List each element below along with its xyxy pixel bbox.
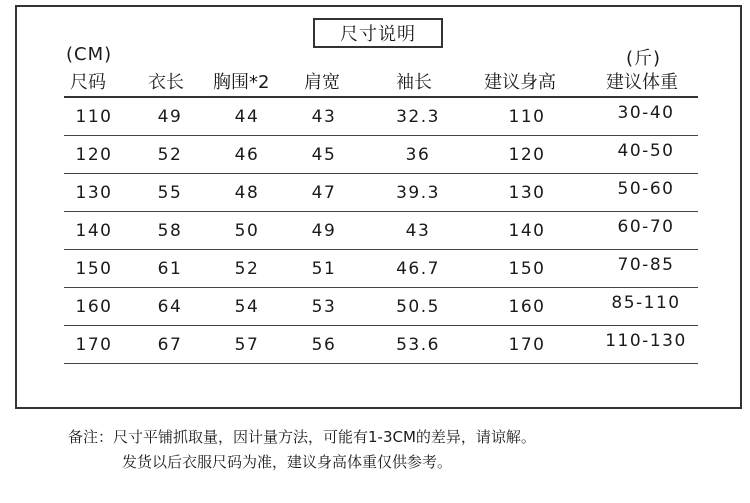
cell-weight: 40-50 (617, 141, 675, 161)
cell-size: 130 (75, 183, 113, 203)
cell-length: 55 (157, 183, 183, 203)
note-line-1: 备注：尺寸平铺抓取量，因计量方法，可能有1-3CM的差异，请谅解。 (68, 428, 536, 446)
cell-size: 120 (75, 145, 113, 165)
cell-weight: 30-40 (617, 103, 675, 123)
cell-sleeve: 39.3 (396, 183, 440, 203)
cell-height: 110 (508, 107, 546, 127)
cell-height: 170 (508, 335, 546, 355)
cell-shoulder: 51 (311, 259, 337, 279)
note-line-2: 发货以后衣服尺码为准，建议身高体重仅供参考。 (122, 453, 453, 471)
cell-height: 150 (508, 259, 546, 279)
cell-length: 61 (157, 259, 183, 279)
cell-length: 67 (157, 335, 183, 355)
header-length: 衣长 (148, 72, 184, 93)
header-height: 建议身高 (484, 72, 556, 93)
cell-height: 140 (508, 221, 546, 241)
row-divider (64, 363, 698, 364)
cell-chest: 57 (234, 335, 260, 355)
header-shoulder: 肩宽 (304, 72, 340, 93)
cell-chest: 52 (234, 259, 260, 279)
table-row (64, 174, 698, 212)
cell-size: 160 (75, 297, 113, 317)
header-chest: 胸围*2 (213, 72, 270, 93)
cell-sleeve: 46.7 (396, 259, 440, 279)
header-sleeve: 袖长 (396, 72, 432, 93)
chart-title: 尺寸说明 (313, 18, 443, 48)
table-row (64, 136, 698, 174)
cell-length: 52 (157, 145, 183, 165)
cell-chest: 48 (234, 183, 260, 203)
cell-size: 170 (75, 335, 113, 355)
cell-chest: 44 (234, 107, 260, 127)
cell-shoulder: 53 (311, 297, 337, 317)
table-row (64, 288, 698, 326)
cell-sleeve: 43 (405, 221, 431, 241)
cell-weight: 110-130 (605, 331, 687, 351)
cell-length: 64 (157, 297, 183, 317)
cell-height: 120 (508, 145, 546, 165)
weight-unit-label: (斤) (626, 48, 662, 69)
table-row (64, 212, 698, 250)
cell-shoulder: 49 (311, 221, 337, 241)
table-row (64, 250, 698, 288)
cell-length: 58 (157, 221, 183, 241)
table-row (64, 326, 698, 364)
cell-size: 110 (75, 107, 113, 127)
cell-weight: 85-110 (611, 293, 681, 313)
cell-shoulder: 56 (311, 335, 337, 355)
header-size: 尺码 (70, 72, 106, 93)
cell-size: 150 (75, 259, 113, 279)
cell-height: 160 (508, 297, 546, 317)
cell-height: 130 (508, 183, 546, 203)
cell-size: 140 (75, 221, 113, 241)
cell-length: 49 (157, 107, 183, 127)
cell-sleeve: 36 (405, 145, 431, 165)
cell-weight: 60-70 (617, 217, 675, 237)
cell-shoulder: 47 (311, 183, 337, 203)
cell-sleeve: 53.6 (396, 335, 440, 355)
cell-sleeve: 32.3 (396, 107, 440, 127)
cell-weight: 70-85 (617, 255, 675, 275)
cell-shoulder: 43 (311, 107, 337, 127)
cell-chest: 50 (234, 221, 260, 241)
cell-shoulder: 45 (311, 145, 337, 165)
size-unit-label: (CM) (66, 44, 113, 65)
table-row (64, 98, 698, 136)
cell-chest: 54 (234, 297, 260, 317)
cell-weight: 50-60 (617, 179, 675, 199)
cell-sleeve: 50.5 (396, 297, 440, 317)
header-weight: 建议体重 (606, 72, 678, 93)
cell-chest: 46 (234, 145, 260, 165)
